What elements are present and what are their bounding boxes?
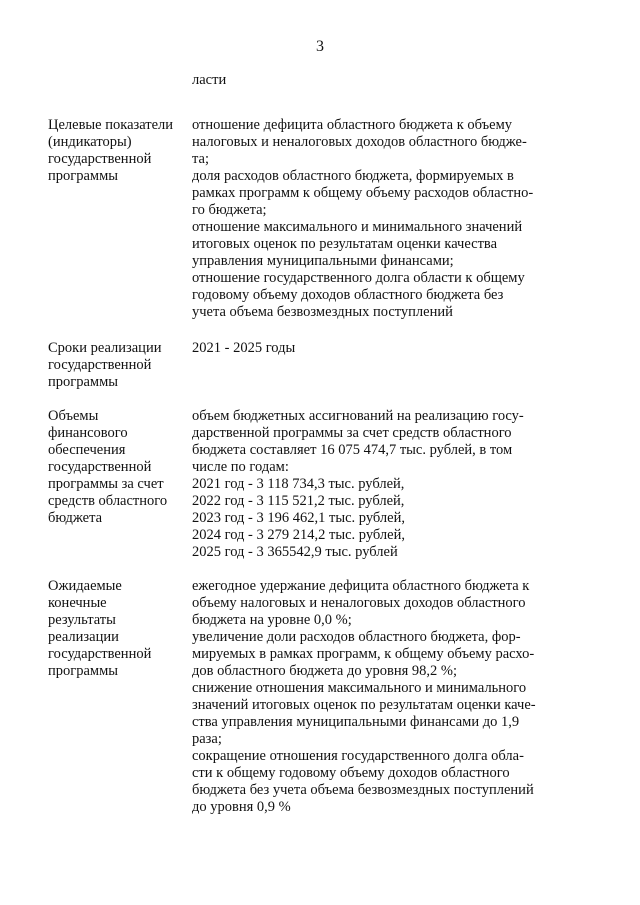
content-line: управления муниципальными финансами; xyxy=(192,253,454,269)
label-line: Целевые показатели xyxy=(48,117,174,133)
label-line: программы за счет xyxy=(48,476,164,492)
label-line: реализации xyxy=(48,629,119,645)
content-line: доля расходов областного бюджета, формируемых в xyxy=(192,168,514,184)
label-line: конечные xyxy=(48,595,107,611)
label-line: (индикаторы) xyxy=(48,134,132,150)
label-line: государственной xyxy=(48,357,152,373)
content-line: отношение максимального и минимального значений xyxy=(192,219,523,235)
content-line: бюджета составляет 16 075 474,7 тыс. рублей, в том xyxy=(192,442,513,458)
content-line: та; xyxy=(192,151,209,167)
label-line: программы xyxy=(48,663,118,679)
label-line: средств областного xyxy=(48,493,168,509)
content-line: 2024 год - 3 279 214,2 тыс. рублей, xyxy=(192,527,405,543)
content-line: бюджета без учета объема безвозмездных поступлений xyxy=(192,782,534,798)
label-line: Объемы xyxy=(48,408,99,424)
content-line: отношение государственного долга области к общему xyxy=(192,270,525,286)
content-line: дов областного бюджета до уровня 98,2 %; xyxy=(192,663,457,679)
content-line: го бюджета; xyxy=(192,202,267,218)
content-line: объему налоговых и неналоговых доходов областного xyxy=(192,595,526,611)
label-line: государственной xyxy=(48,646,152,662)
label-line: результаты xyxy=(48,612,116,628)
label-line: Ожидаемые xyxy=(48,578,122,594)
content-line: годовому объему доходов областного бюджета без xyxy=(192,287,504,303)
label-line: программы xyxy=(48,374,118,390)
label-line: государственной xyxy=(48,151,152,167)
content-line: сти к общему годовому объему доходов областного xyxy=(192,765,510,781)
content-line: рамках программ к общему объему расходов областно- xyxy=(192,185,534,201)
content-line: до уровня 0,9 % xyxy=(192,799,291,815)
content-line: объем бюджетных ассигнований на реализацию госу- xyxy=(192,408,524,424)
content-line: отношение дефицита областного бюджета к объему xyxy=(192,117,512,133)
content-line: ства управления муниципальными финансами до 1,9 xyxy=(192,714,520,730)
page-number: 3 xyxy=(316,38,324,55)
content-line: дарственной программы за счет средств областного xyxy=(192,425,512,441)
content-line: сокращение отношения государственного долга обла- xyxy=(192,748,524,764)
label-line: финансового xyxy=(48,425,128,441)
label-line: программы xyxy=(48,168,118,184)
content-line: итоговых оценок по результатам оценки качества xyxy=(192,236,498,252)
content-line: учета объема безвозмездных поступлений xyxy=(192,304,453,320)
label-line: Сроки реализации xyxy=(48,340,162,356)
content-line: 2021 - 2025 годы xyxy=(192,340,296,356)
content-line: налоговых и неналоговых доходов областного бюдже- xyxy=(192,134,527,150)
label-line: бюджета xyxy=(48,510,103,526)
content-line: 2022 год - 3 115 521,2 тыс. рублей, xyxy=(192,493,405,509)
content-line: 2021 год - 3 118 734,3 тыс. рублей, xyxy=(192,476,405,492)
label-line: государственной xyxy=(48,459,152,475)
content-line: увеличение доли расходов областного бюджета, фор- xyxy=(192,629,521,645)
content-line: мируемых в рамках программ, к общему объему расхо- xyxy=(192,646,535,662)
content-line: ежегодное удержание дефицита областного бюджета к xyxy=(192,578,530,594)
content-line: 2023 год - 3 196 462,1 тыс. рублей, xyxy=(192,510,405,526)
content-line: значений итоговых оценок по результатам оценки каче- xyxy=(192,697,536,713)
continuation-text: ласти xyxy=(192,72,227,88)
content-line: числе по годам: xyxy=(192,459,289,475)
content-line: раза; xyxy=(192,731,222,747)
content-line: снижение отношения максимального и минимального xyxy=(192,680,527,696)
content-line: бюджета на уровне 0,0 %; xyxy=(192,612,352,628)
content-line: 2025 год - 3 365542,9 тыс. рублей xyxy=(192,544,398,560)
label-line: обеспечения xyxy=(48,442,126,458)
